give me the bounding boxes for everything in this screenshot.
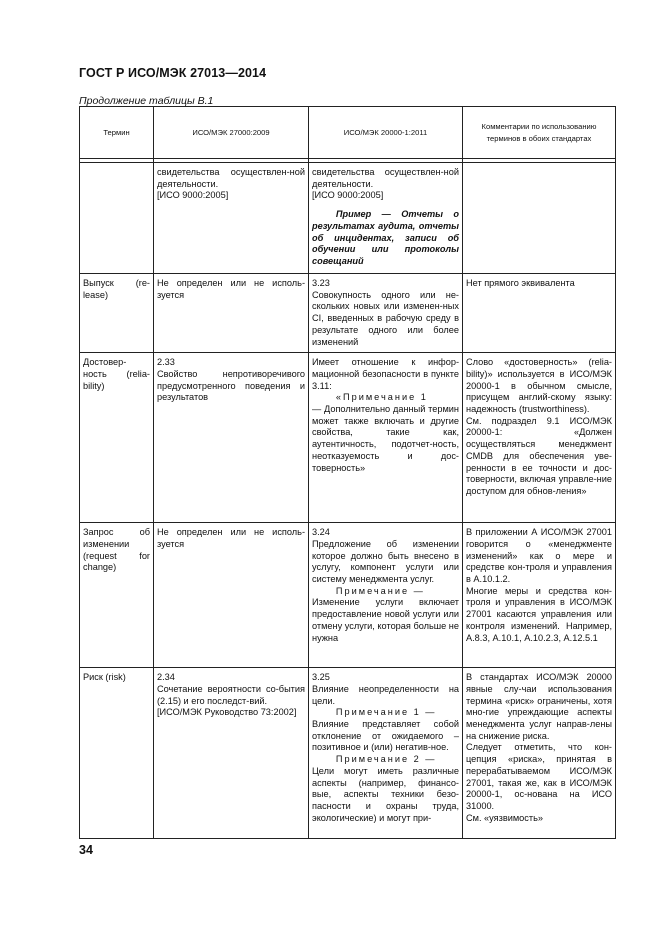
table-row: [80, 668, 616, 839]
note-label: Примечание 1 —: [335, 707, 437, 718]
table-row: [80, 523, 616, 668]
iso20000-cell: 3.25 Влияние неопределенности на цели. Примечание 1 — Влияние представляет собой отклонение от ожидаемого – позитивное и (или) негатив-ное. Примечание 2 — Цели могут иметь различные аспекты (например, финансо-вые, аспекты техники безо-пасности и охраны труда, экологические) и могут при-: [309, 668, 463, 839]
note-label: «Примечание 1: [335, 392, 428, 403]
note-label: Примечание 2 —: [335, 754, 437, 765]
comment-cell: Нет прямого эквивалента: [463, 274, 616, 353]
example-text: Пример — Отчеты о результатах аудита, отчеты об инцидентах, записи об обучении или протоколы совещаний: [312, 209, 459, 266]
table-row: [80, 353, 616, 523]
term-cell: Выпуск (re-lease): [80, 274, 154, 353]
term-cell: [80, 163, 154, 274]
page-number: 34: [79, 843, 93, 857]
table-caption: Продолжение таблицы В.1: [79, 95, 214, 107]
iso27000-cell: 2.34 Сочетание вероятности со-бытия (2.15) и его последст-вий. [ИСО/МЭК Руководство 73:2002]: [154, 668, 309, 839]
iso20000-cell: свидетельства осуществлен-ной деятельности. [ИСО 9000:2005] Пример — Отчеты о результатах аудита, отчеты об инцидентах, записи об обучении или протоколы совещаний: [309, 163, 463, 274]
iso27000-cell: свидетельства осуществлен-ной деятельности. [ИСО 9000:2005]: [154, 163, 309, 274]
document-title: ГОСТ Р ИСО/МЭК 27013—2014: [79, 66, 267, 80]
header-iso20000: ИСО/МЭК 20000-1:2011: [309, 107, 463, 159]
comment-cell: В стандартах ИСО/МЭК 20000 явные слу-чаи использования термина «риск» ограничены, хотя мно-гие упреждающие аспекты менеджмента услуг направ-лены на снижение риска. Следует отметить, что кон-цепция «риска», принятая в перерабатываемом ИСО/МЭК 27001, такая же, как в ИСО/МЭК 20000-1, ос-нована на ИСО 31000. См. «уязвимость»: [463, 668, 616, 839]
term-cell: Риск (risk): [80, 668, 154, 839]
table-header-row: [80, 107, 616, 159]
header-term: Термин: [80, 107, 154, 159]
term-cell: Запрос об изменении (request for change): [80, 523, 154, 668]
header-iso27000: ИСО/МЭК 27000:2009: [154, 107, 309, 159]
comment-cell: В приложении А ИСО/МЭК 27001 говорится о «менеджменте изменений» как о мере и средстве кон-троля и управления в А.10.1.2. Многие меры и средства кон-троля и управления в ИСО/МЭК 27001 касаются управления или контроля изменений. Например, А.8.3, А.10.1, А.10.2.3, А.12.5.1: [463, 523, 616, 668]
header-comments: Комментарии по использованию терминов в обоих стандартах: [463, 107, 616, 159]
note-label: Примечание —: [335, 585, 425, 596]
iso20000-cell: Имеет отношение к инфор-мационной безопасности в пункте 3.11: «Примечание 1 — Дополнительно данный термин может также включать и другие свойства, такие как, аутентичность, подотчет-ность, неотказуемость и дос-товерность»: [309, 353, 463, 523]
iso27000-cell: 2.33 Свойство непротиворечивого предусмотренного поведения и результатов: [154, 353, 309, 523]
table-row: [80, 163, 616, 274]
comment-cell: [463, 163, 616, 274]
table-row: [80, 274, 616, 353]
comment-cell: Слово «достоверность» (relia-bility)» используется в ИСО/МЭК 20000-1 в обычном смысле, присущем англий-скому языку: надежность (trustworthiness). См. подраздел 9.1 ИСО/МЭК 20000-1: «Должен осуществляться менеджмент CMDB для обеспечения уве-ренности в ее точности и дос-товерности, включая управле-ние доступом для обнов-ления»: [463, 353, 616, 523]
iso27000-cell: Не определен или не исполь-зуется: [154, 274, 309, 353]
iso20000-cell: 3.23 Совокупность одного или не-скольких новых или изменен-ных CI, введенных в рабочую среду в результате одного или более изменений: [309, 274, 463, 353]
term-cell: Достовер-ность (relia-bility): [80, 353, 154, 523]
iso20000-cell: 3.24 Предложение об изменении которое должно быть внесено в услугу, компонент услуги или систему менеджмента услуг. Примечание — Изменение услуги включает предоставление новой услуги или отмену услуги, которая больше не нужна: [309, 523, 463, 668]
iso27000-cell: Не определен или не исполь-зуется: [154, 523, 309, 668]
terms-comparison-table: [79, 106, 616, 839]
